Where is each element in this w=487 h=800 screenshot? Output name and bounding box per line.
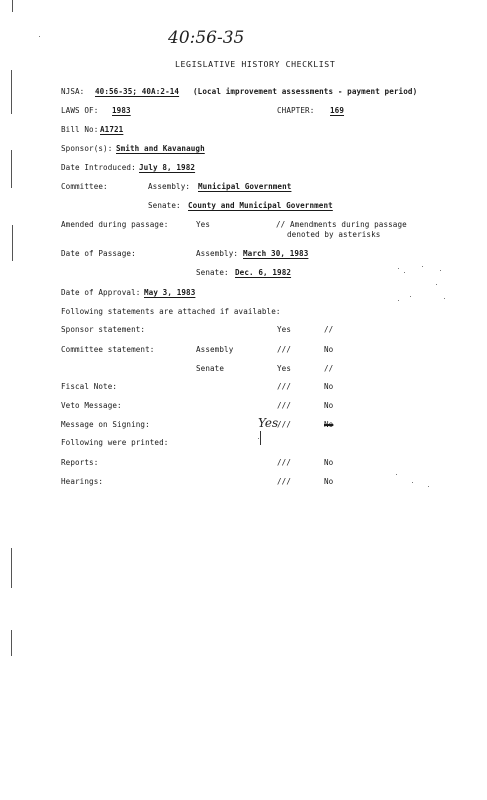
sponsors-label: Sponsor(s): — [61, 144, 113, 153]
scan-mark — [11, 70, 12, 114]
handwritten-tick — [260, 431, 261, 445]
page-title: LEGISLATIVE HISTORY CHECKLIST — [175, 59, 336, 69]
committee-statement-assembly-label: Assembly — [196, 345, 234, 354]
fiscal-note-label: Fiscal Note: — [61, 382, 118, 391]
committee-statement-senate-label: Senate — [196, 364, 225, 373]
hearings-no: No — [324, 477, 334, 486]
bill-no-label: Bill No: — [61, 125, 99, 134]
veto-message-no: No — [324, 401, 334, 410]
committee-statement-senate-no: // — [324, 364, 334, 373]
reports-no: No — [324, 458, 334, 467]
date-of-passage-label: Date of Passage: — [61, 249, 136, 258]
committee-label: Committee: — [61, 182, 108, 191]
veto-message-yes: /// — [277, 401, 292, 410]
passage-senate-value: Dec. 6, 1982 — [235, 268, 292, 277]
date-introduced-value: July 8, 1982 — [139, 163, 196, 172]
njsa-label: NJSA: — [61, 87, 85, 96]
committee-statement-assembly-no: No — [324, 345, 334, 354]
committee-assembly-label: Assembly: — [148, 182, 191, 191]
scan-mark — [11, 548, 12, 588]
sponsor-statement-yes: Yes — [277, 325, 292, 334]
date-of-approval-value: May 3, 1983 — [144, 288, 196, 297]
scan-mark — [12, 225, 13, 261]
laws-of-label: LAWS OF: — [61, 106, 99, 115]
message-on-signing-yes: /// — [277, 420, 292, 429]
amended-answer: Yes — [196, 220, 211, 229]
scan-speck — [396, 474, 397, 475]
bill-no-value: A1721 — [100, 125, 124, 134]
scan-speck — [39, 36, 40, 37]
scan-speck — [412, 482, 413, 483]
amended-note-line2: denoted by asterisks — [287, 230, 381, 239]
veto-message-label: Veto Message: — [61, 401, 122, 410]
following-attached-heading: Following statements are attached if available: — [61, 307, 281, 316]
committee-senate-label: Senate: — [148, 201, 181, 210]
njsa-value: 40:56-35; 40A:2-14 — [95, 87, 180, 96]
scan-speck — [440, 270, 441, 271]
amended-label: Amended during passage: — [61, 220, 169, 229]
message-on-signing-no: No — [324, 420, 334, 429]
committee-statement-senate-yes: Yes — [277, 364, 292, 373]
njsa-description: (Local improvement assessments - payment period) — [193, 87, 418, 96]
date-of-approval-label: Date of Approval: — [61, 288, 141, 297]
scan-speck — [398, 268, 399, 269]
committee-assembly-value: Municipal Government — [198, 182, 292, 191]
passage-senate-label: Senate: — [196, 268, 229, 277]
sponsors-value: Smith and Kavanaugh — [116, 144, 205, 153]
scan-speck — [410, 296, 411, 297]
reports-label: Reports: — [61, 458, 99, 467]
sponsor-statement-label: Sponsor statement: — [61, 325, 146, 334]
amended-note-line1: // Amendments during passage — [276, 220, 407, 229]
scan-speck — [258, 438, 259, 439]
sponsor-statement-no: // — [324, 325, 334, 334]
scan-mark — [12, 0, 13, 12]
scan-speck — [444, 298, 445, 299]
hearings-label: Hearings: — [61, 477, 104, 486]
chapter-label: CHAPTER: — [277, 106, 315, 115]
handwritten-file-number: 40:56-35 — [168, 28, 245, 48]
passage-assembly-value: March 30, 1983 — [243, 249, 309, 258]
scan-speck — [428, 486, 429, 487]
committee-statement-assembly-yes: /// — [277, 345, 292, 354]
scan-speck — [422, 266, 423, 267]
committee-statement-label: Committee statement: — [61, 345, 155, 354]
laws-of-value: 1983 — [112, 106, 131, 115]
fiscal-note-yes: /// — [277, 382, 292, 391]
committee-senate-value: County and Municipal Government — [188, 201, 333, 210]
passage-assembly-label: Assembly: — [196, 249, 239, 258]
fiscal-note-no: No — [324, 382, 334, 391]
scan-speck — [398, 300, 399, 301]
message-on-signing-handwritten-yes: Yes — [258, 416, 279, 430]
scan-speck — [436, 284, 437, 285]
scan-mark — [11, 630, 12, 656]
scan-mark — [11, 150, 12, 188]
following-printed-heading: Following were printed: — [61, 438, 169, 447]
message-on-signing-label: Message on Signing: — [61, 420, 150, 429]
reports-yes: /// — [277, 458, 292, 467]
scan-speck — [404, 272, 405, 273]
date-introduced-label: Date Introduced: — [61, 163, 136, 172]
hearings-yes: /// — [277, 477, 292, 486]
chapter-value: 169 — [330, 106, 345, 115]
